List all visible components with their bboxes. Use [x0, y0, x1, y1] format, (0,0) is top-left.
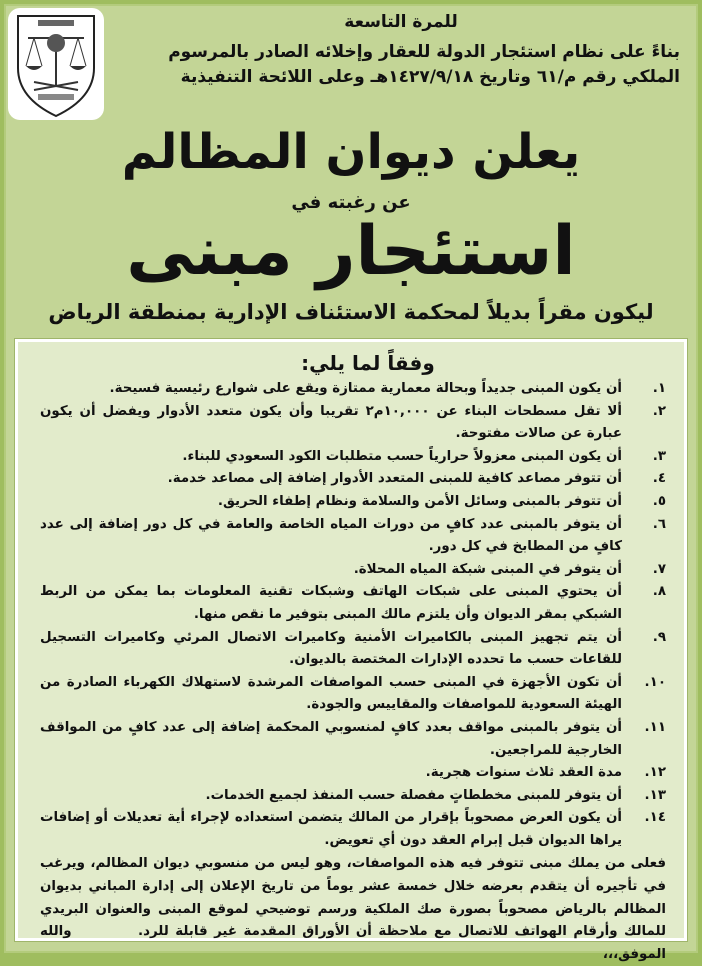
closing-text: فعلى من يملك مبنى تتوفر فيه هذه المواصفات، وهو ليس من منسوبي ديوان المظالم، ويرغب في تأجيره أن يتقدم بعرضه خلال خمسة عشر يوماً من تاريخ الإعلان إلى إدارة المباني بديوان المظالم بالرياض مصحوباً بصورة صك الملكية ورسم توضيحي لموقع المبنى والعنوان البريدي للمالك وأرقام الهواتف للاتصال مع ملاحظة أن الأوراق المقدمة غير قابلة للرد. — [40, 856, 666, 940]
item-number: ٥. — [652, 493, 666, 509]
item-number: ٨. — [652, 584, 666, 600]
item-text: أن يكون المبنى معزولاً حرارياً حسب متطلبات الكود السعودي للبناء. — [182, 448, 622, 464]
item-number: ٢. — [652, 403, 666, 419]
item-number: ٧. — [652, 561, 666, 577]
item-text: أن يحتوي المبنى على شبكات الهاتف وشبكات تقنية المعلومات بما يمكن من الربط الشبكي بمقر الديوان وأن يلتزم مالك المبنى بتوفير ما نقص منها. — [40, 584, 622, 622]
publication-count: للمرة التاسعة — [344, 12, 458, 32]
item-text: أن تكون الأجهزة في المبنى حسب المواصفات المرشدة لاستهلاك الكهرباء الصادرة من الهيئة السعودية للمواصفات والمقاييس والجودة. — [40, 674, 622, 713]
item-text: مدة العقد ثلاث سنوات هجرية. — [425, 765, 622, 781]
condition-item — [40, 378, 666, 401]
item-number: ١٠. — [644, 674, 666, 690]
item-text: ألا تقل مسطحات البناء عن ١٠,٠٠٠م٢ تقريبا وأن يكون متعدد الأدوار ويفضل أن يكون عبارة عن صالات مفتوحة. — [40, 403, 622, 442]
condition-item — [40, 785, 666, 808]
item-number: ١. — [652, 381, 666, 396]
signoff: والله الموفق،،، — [40, 924, 666, 962]
item-number: ٤. — [652, 471, 666, 487]
item-text: أن يتم تجهيز المبنى بالكاميرات الأمنية وكاميرات الاتصال المرئي وكاميرات التسجيل للقاعات حسب ما تحدده الإدارات المختصة بالديوان. — [40, 629, 622, 668]
emblem-logo — [8, 8, 104, 120]
conditions-list — [40, 378, 666, 852]
closing-paragraph — [40, 853, 666, 966]
item-text: أن يتوفر بالمبنى عدد كافٍ من دورات المياه الخاصة والعامة في كل دور إضافة إلى عدد كافٍ من المطابخ في كل دور. — [40, 516, 622, 555]
item-text: أن تتوفر بالمبنى وسائل الأمن والسلامة ونظام إطفاء الحريق. — [217, 493, 622, 509]
condition-item — [40, 762, 666, 785]
condition-item — [40, 401, 666, 446]
conditions-box — [15, 339, 687, 962]
item-number: ٦. — [652, 516, 666, 532]
item-number: ١٤. — [644, 810, 666, 826]
desire-text: عن رغبته في — [291, 192, 411, 213]
purpose-text: ليكون مقراً بديلاً لمحكمة الاستئناف الإدارية بمنطقة الرياض — [48, 300, 654, 324]
item-text: أن يكون العرض مصحوباً بإقرار من المالك يتضمن استعداده لإجراء أية تعديلات أو إضافات يراها الديوان قبل إبرام العقد دون أي تعويض. — [40, 810, 622, 848]
scales-palm-emblem-icon — [8, 8, 104, 120]
item-text: أن يتوفر بالمبنى مواقف بعدد كافٍ لمنسوبي المحكمة إضافة إلى عدد كافٍ من المواقف الخارجية للمراجعين. — [40, 719, 622, 758]
conditions-intro: وفقاً لما يلي: — [301, 351, 435, 375]
advertisement — [4, 4, 698, 962]
item-number: ١٣. — [644, 787, 666, 803]
item-text: أن يتوفر للمبنى مخططاتٍ مفصلة حسب المنفذ لجميع الخدمات. — [205, 787, 622, 803]
condition-item — [40, 514, 666, 559]
item-number: ٣. — [652, 448, 666, 464]
condition-item — [40, 491, 666, 514]
item-text: أن تتوفر مصاعد كافية للمبنى المتعدد الأدوار إضافة إلى مصاعد خدمة. — [167, 471, 622, 487]
item-number: ٩. — [652, 629, 666, 645]
condition-item — [40, 468, 666, 491]
item-text: أن يكون المبنى جديداً وبحالة معمارية ممتازة ويقع على شوارع رئيسية فسيحة. — [109, 381, 622, 396]
item-text: أن يتوفر في المبنى شبكة المياه المحلاة. — [353, 561, 622, 577]
condition-item — [40, 672, 666, 717]
announcer-title: يعلن ديوان المظالم — [121, 124, 581, 180]
item-number: ١١. — [644, 719, 666, 735]
condition-item — [40, 559, 666, 582]
condition-item — [40, 446, 666, 469]
legal-basis: بناءً على نظام استئجار الدولة للعقار وإخلائه الصادر بالمرسوم الملكي رقم م/٦١ وتاريخ ١٤٢٧/٩/١٨هـ وعلى اللائحة التنفيذية — [168, 42, 680, 87]
condition-item — [40, 807, 666, 852]
condition-item — [40, 627, 666, 672]
condition-item — [40, 717, 666, 762]
condition-item — [40, 581, 666, 626]
item-number: ١٢. — [644, 765, 666, 781]
headline: استئجار مبنى — [126, 212, 576, 291]
